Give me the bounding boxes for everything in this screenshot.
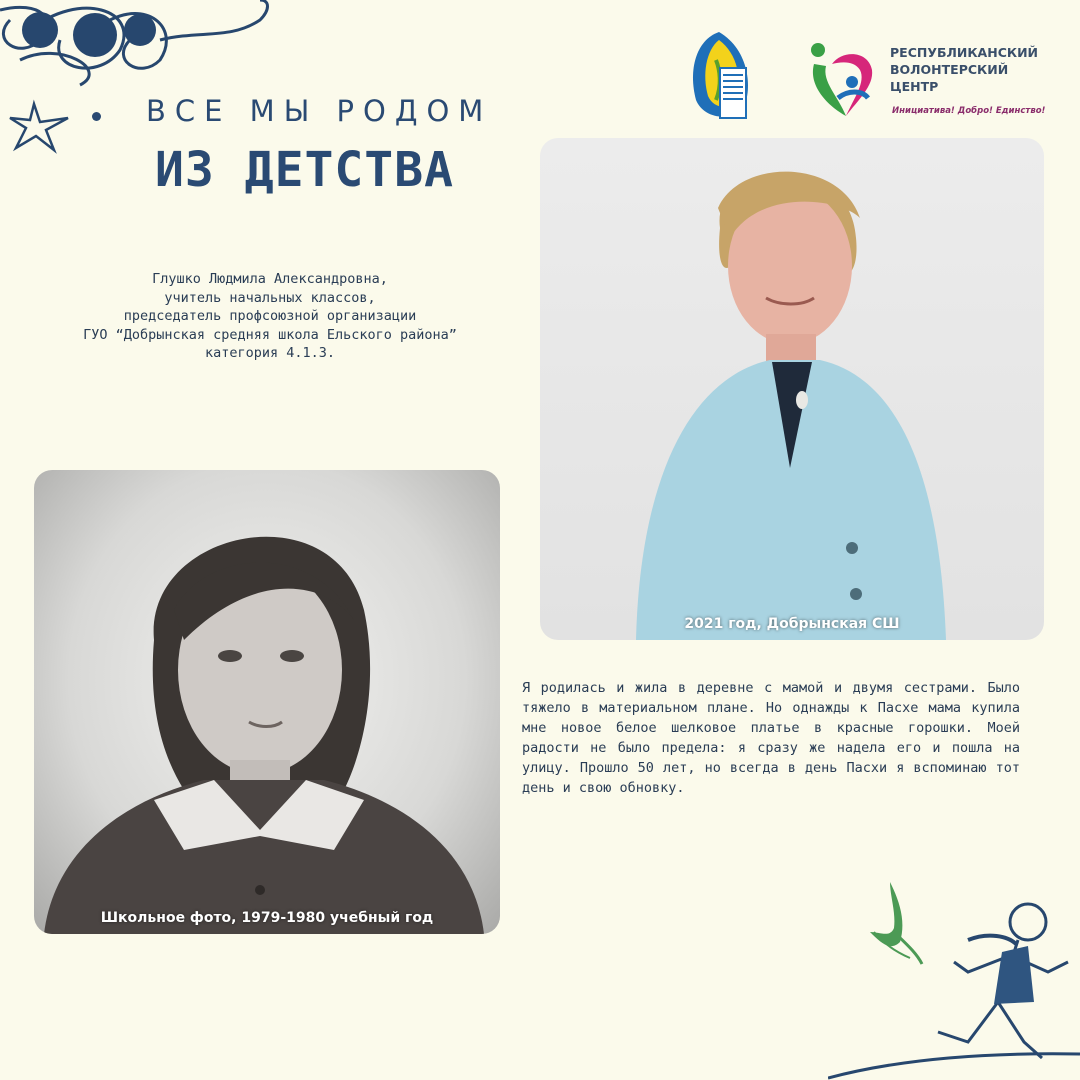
volunteer-center-name (890, 44, 1038, 95)
scribble-decoration (0, 0, 280, 90)
volunteer-center-line: ЦЕНТР (890, 79, 939, 94)
volunteer-center-line: ВОЛОНТЕРСКИЙ (890, 62, 1009, 77)
school-photo-portrait (34, 470, 500, 934)
bio-line: ГУО “Добрынская средняя школа Ельского района” (83, 326, 457, 343)
bio-block (30, 270, 510, 363)
bio-line: категория 4.1.3. (204, 345, 336, 361)
bio-line: Глушко Людмила Александровна, (152, 271, 388, 287)
title-line-2: ИЗ ДЕТСТВА (155, 142, 454, 198)
school-photo (34, 470, 500, 934)
running-boy-illustration (828, 892, 1080, 1080)
current-photo-portrait (540, 138, 1044, 640)
story-text: Я родилась и жила в деревне с мамой и двумя сестрами. Было тяжело в материальном плане. Но однажды к Пасхе мама купила мне новое белое шелковое платье в красные горошки. Моей радости не было предела: я сразу же надела его и пошла на улицу. Прошло 50 лет, но всегда в день Пасхи я вспоминаю тот день и свою обновку. (522, 680, 1020, 796)
current-photo (540, 138, 1044, 640)
current-photo-caption: 2021 год, Добрынская СШ (684, 616, 900, 632)
school-photo-caption: Школьное фото, 1979-1980 учебный год (100, 910, 434, 926)
bio-line: председатель профсоюзной организации (123, 308, 417, 324)
school-emblem-logo (686, 30, 752, 126)
volunteer-center-slogan: Инициатива! Добро! Единство! (892, 106, 1046, 116)
bio-line: учитель начальных классов, (164, 289, 376, 306)
bullet-dot (92, 112, 101, 121)
volunteer-center-logo (808, 36, 878, 120)
volunteer-center-line: РЕСПУБЛИКАНСКИЙ (890, 45, 1039, 60)
title-line-1: ВСЕ МЫ РОДОМ (146, 94, 493, 128)
star-icon (6, 96, 76, 156)
